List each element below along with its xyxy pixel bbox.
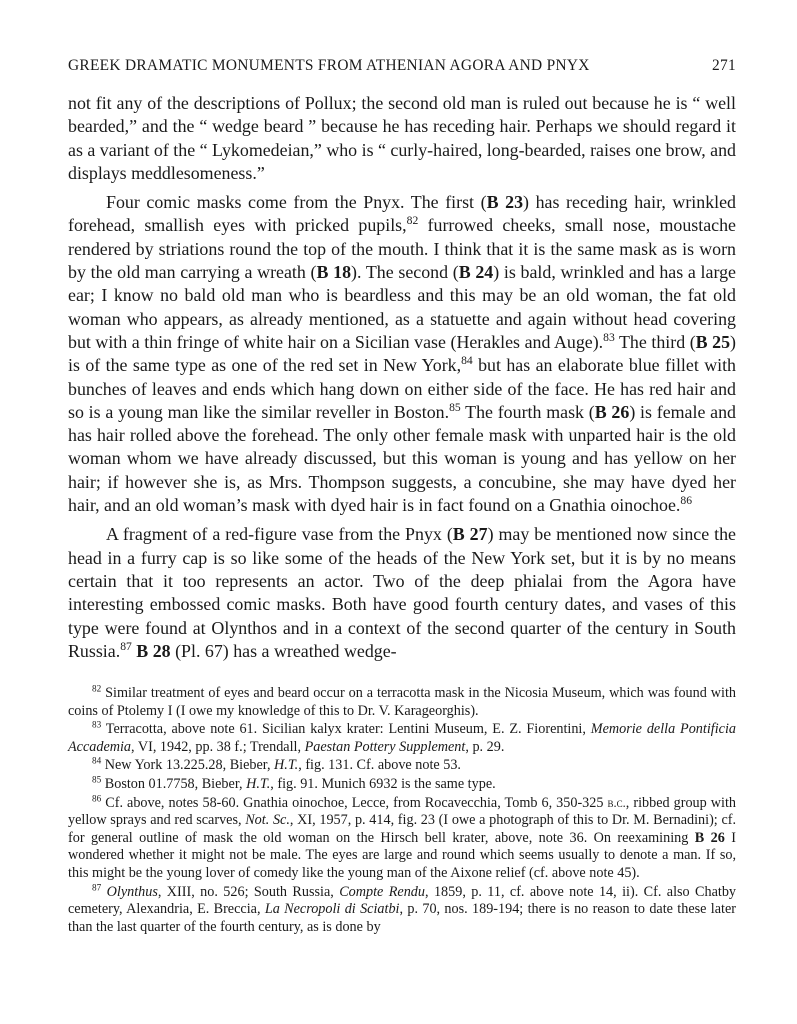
catalogue-ref: B 26	[594, 401, 630, 422]
footnote-number: 86	[92, 792, 102, 803]
footnote-number: 85	[92, 774, 102, 785]
footnote-number: 83	[92, 719, 102, 730]
publication-title: Paestan Pottery Supplement	[304, 738, 466, 755]
paragraph-2: Four comic masks come from the Pnyx. The first (B 23) has receding hair, wrinkled forehead, smallish eyes with pricked pupils,$^{82}$ furrowed cheeks, small nose, moustache rendered by striations round the top of the mouth. I think that it is the same mask as is worn by the old man carrying a wreath (B 18). The second (B 24) is bald, wrinkled and has a large ear; I know no bald old man who is beardless and this may be an old woman, the fat old woman who appears, as already mentioned, as a statuette and again without head covering but with a thin fringe of white hair on a Sicilian vase (Herakles and Auge).$^{83}$ The third (B 25) is of the same type as one of the red set in New York,$^{84}$ but has an elaborate blue fillet with bunches of leaves and ends which hang down on either side of the face. He has red hair and so is a young man like the similar reveller in Boston.$^{85}$ The fourth mask (B 26) is female and has hair rolled above the forehead. The only other female mask with unparted hair is the old woman whom we have already discussed, but this woman is young and has yellow on her hair; if however she is, as Mrs. Thompson suggests, a concubine, she may have dyed her hair, and an old woman’s mask with dyed hair is in fact found on a Gnathia oinochoe.$^{86}$	[68, 192, 737, 516]
publication-title: Memorie della Pontificia Accademia	[68, 721, 736, 755]
catalogue-ref: B 18	[316, 262, 352, 283]
page-number: 271	[712, 57, 736, 74]
catalogue-ref: B 26	[694, 829, 725, 846]
paragraph-3: A fragment of a red-figure vase from the Pnyx (B 27) may be mentioned now since the head in a furry cap is so like some of the heads of the New York set, but it is by no means certain that it too represents an actor. Two of the deep phialai from the Agora have interesting embossed comic masks. Both have good fourth century dates, and vases of this type were found at Olynthos and in a context of the second quarter of the century in South Russia.$^{87}$ B 28 (Pl. 67) has a wreathed wedge-	[68, 524, 736, 661]
catalogue-ref: B 24	[458, 262, 494, 283]
footnote-84: $^{84}$ New York 13.225.28, Bieber, H.T., fig. 131. Cf. above note 53.	[92, 755, 461, 774]
running-head-title: GREEK DRAMATIC MONUMENTS FROM ATHENIAN AGORA AND PNYX	[68, 57, 590, 74]
publication-title: La Necropoli di Sciatbi	[264, 901, 400, 918]
running-head	[68, 57, 736, 81]
era-abbreviation: b.c.	[607, 795, 626, 810]
footnote-85: $^{85}$ Boston 01.7758, Bieber, H.T., fig. 91. Munich 6932 is the same type.	[92, 774, 496, 792]
publication-title: H.T.	[274, 757, 299, 774]
catalogue-ref: B 27	[452, 524, 488, 545]
footnote-number: 84	[92, 755, 102, 766]
footnote-number: 82	[92, 683, 102, 694]
footnote-83: $^{83}$ Terracotta, above note 61. Sicilian kalyx krater: Lentini Museum, E. Z. Fiorentini, Memorie della Pontificia Accademia, VI, 1942, pp. 38 f.; Trendall, Paestan Pottery Supplement, p. 29.	[68, 719, 736, 755]
footnote-number: 87	[92, 881, 102, 892]
footnote-ref[interactable]: 82	[406, 214, 419, 228]
footnote-87: $^{87}$ Olynthus, XIII, no. 526; South Russia, Compte Rendu, 1859, p. 11, cf. above note 14, ii). Cf. also Chatby cemetery, Alexandria, E. Breccia, La Necropoli di Sciatbi, p. 70, nos. 189-194; there is no reason to date these later than the last quarter of the fourth century, as is done by	[68, 881, 737, 935]
main-text	[68, 92, 736, 669]
footnotes	[68, 685, 736, 937]
footnote-ref[interactable]: 87	[120, 639, 132, 653]
footnote-ref[interactable]: 83	[603, 331, 615, 344]
publication-title: Olynthus	[106, 883, 158, 900]
footnote-ref[interactable]: 84	[461, 354, 473, 368]
publication-title: H.T.	[246, 775, 271, 792]
footnote-82: $^{82}$ Similar treatment of eyes and beard occur on a terracotta mask in the Nicosia Museum, which was found with coins of Ptolemy I (I owe my knowledge of this to Dr. V. Karageorghis).	[68, 683, 736, 719]
paragraph-1: not fit any of the descriptions of Pollux; the second old man is ruled out because he is “ well bearded,” and the “ wedge beard ” because he has receding hair. Perhaps we should regard it as a variant of the “ Lykomedeian,” who is “ curly-haired, long-bearded, raises one brow, and displays meddlesomeness.”	[68, 93, 736, 183]
catalogue-ref: B 25	[695, 331, 731, 352]
footnote-ref[interactable]: 86	[680, 494, 693, 508]
footnote-ref[interactable]: 85	[449, 400, 461, 414]
footnote-86: $^{86}$ Cf. above, notes 58-60. Gnathia oinochoe, Lecce, from Rocavecchia, Tomb 6, 350-325 b.c., ribbed group with yellow sprays and red scarves, Not. Sc., XI, 1957, p. 414, fig. 23 (I owe a photograph of this to Dr. M. Bernadini); cf. for general outline of mask the old woman on the Hirsch bell krater, above, note 36. On reexamining B 26 I wondered whether it might not be male. The eyes are large and round which seems usually to denote a man. If so, this might be the young lover of comedy like the young man of the Aixone relief (cf. above note 45).	[68, 792, 737, 881]
catalogue-ref: B 28	[136, 640, 171, 661]
catalogue-ref: B 23	[486, 192, 524, 213]
publication-title: Not. Sc.	[245, 812, 290, 829]
publication-title: Compte Rendu	[339, 883, 425, 900]
